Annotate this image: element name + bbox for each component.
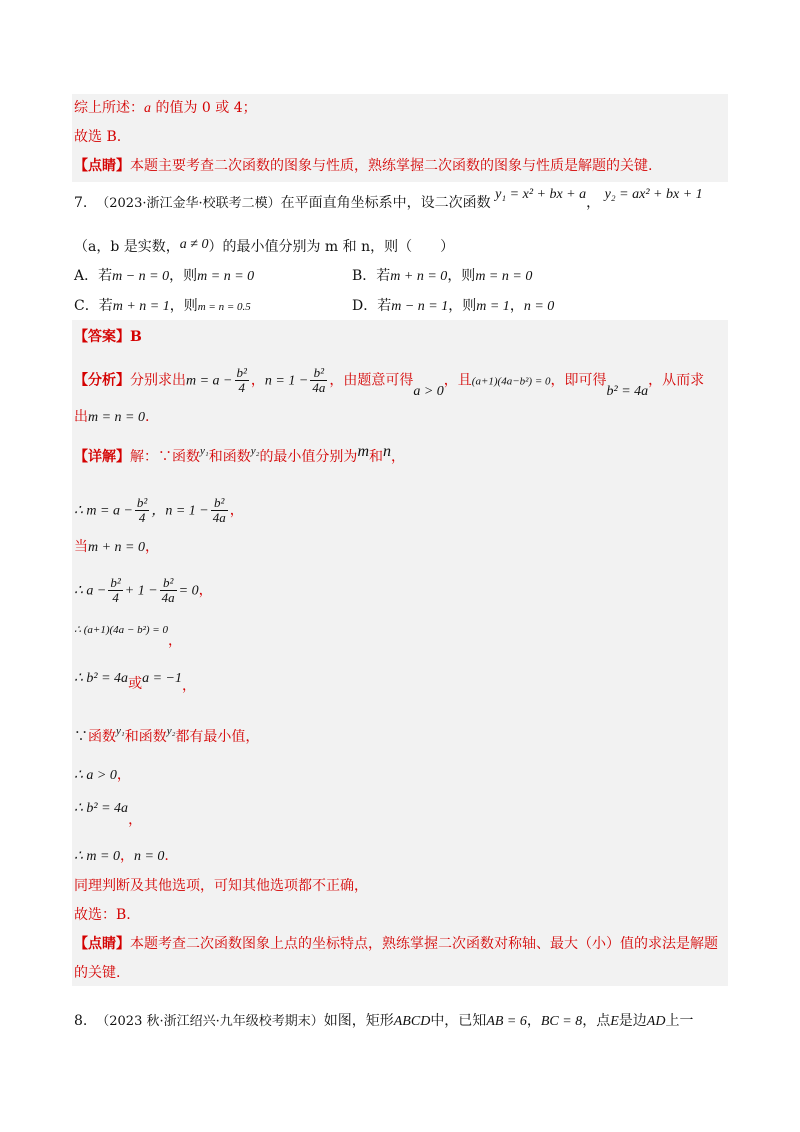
frac-num: b² [110,575,121,590]
analysis-text-1: 分别求出 [130,372,186,389]
frac-den: 4a [161,590,175,605]
q8-source: （2023 秋·浙江绍兴·九年级校考期末） [96,1014,324,1029]
frac-num: b² [211,496,228,511]
s8: ∴ b² = 4a [74,801,129,816]
s1-pre: ∴ m = a − [74,503,133,519]
q8-bc: BC = 8 [540,1014,583,1029]
opt-a-cond: m − n = 0 [112,269,170,284]
q8-text5: 上一 [665,1013,694,1029]
analysis-apos: a > 0 [413,383,444,399]
frac-den: 4 [238,380,245,395]
step-2 [74,537,159,558]
q7-rest: ）的最小值分别为 m 和 n，则（ ） [208,239,455,255]
and-func: 和函数 [208,449,251,465]
period: . [145,409,150,425]
detail-text-2: 的最小值分别为 [259,449,358,465]
comma: ， [198,582,213,599]
q7-cond: a ≠ 0 [179,237,209,252]
q7-stem-text: 在平面直角坐标系中，设二次函数 [280,195,491,211]
frac-b2-4 [235,366,249,395]
step-4 [74,619,182,649]
q7-number: 7. [74,195,88,211]
opt-b-res: m = n = 0 [475,269,533,284]
point-tag-q7: 【点睛】 [74,936,130,952]
frac-b2-4a [160,576,177,605]
frac-den: 4a [312,380,326,395]
opt-d-res1: m = 1 [476,299,510,314]
y1-sym: y₁ [116,725,125,737]
point-tag: 【点睛】 [74,158,130,174]
opt-d-label: D．若 [352,298,392,314]
comma: ， [250,372,265,389]
detail-text-1: 解：∵ [130,449,172,465]
q7-option-c[interactable] [74,296,251,317]
frac-den: 4 [112,590,119,605]
q8-ad: AD [646,1014,666,1029]
q7-option-a[interactable] [74,266,254,287]
frac-den: 4 [138,510,146,525]
frac-num: b² [136,495,148,510]
s9-b: n = 0 [133,849,165,864]
s5-or: 或 [128,676,143,692]
q7-stem [74,187,703,214]
s4: ∴ (a+1)(4a − b²) = 0 [74,624,168,636]
opt-c-cond: m + n = 1 [112,299,170,314]
comma: ， [229,502,244,519]
analysis-eq: (a+1)(4a−b²) = 0 [471,375,551,388]
point-line-q7-1 [74,934,718,954]
q7-comma: ， [586,195,601,211]
q7-vars: a，b 是实数， [88,239,180,255]
s1-mid: ，n = 1 − [151,503,209,519]
summary-line [74,98,257,119]
q7-stem2 [74,237,454,258]
s5-b: a = −1 [142,671,182,686]
q7-y1: y₁ = x² + bx + a [495,187,587,202]
func: 函数 [88,729,116,745]
point-text: 本题主要考查二次函数的图象与性质，熟练掌握二次函数的图象与性质是解题的关键. [130,158,653,174]
func: 函数 [172,449,200,465]
detail-tag: 【详解】 [74,449,130,465]
s3-pre: ∴ a − [74,583,107,599]
q8-abcd: ABCD [393,1014,431,1029]
point-line-prev [74,156,652,176]
frac-b2-4a [310,366,327,395]
analysis-n: n = 1 − [264,373,309,389]
step-5 [74,668,196,694]
opt-d-then: ，则 [448,298,477,314]
frac-num: b² [160,576,177,591]
analysis-text-2: ，由题意可得 [329,372,414,389]
q7-source: （2023·浙江金华·校联考二模） [96,196,281,211]
comma: ， [181,678,196,694]
analysis-text-3: ，且 [443,372,472,389]
q8-ab: AB = 6 [486,1014,527,1029]
s6-tail: 都有最小值， [175,729,260,745]
opt-c-then: ，则 [169,298,198,314]
opt-b-label: B．若 [352,268,391,284]
summary-text: 综上所述： [74,100,144,116]
s5-a: ∴ b² = 4a [74,671,129,686]
comma: ， [116,767,131,783]
analysis-tag: 【分析】 [74,372,130,389]
choose-line: 故选 B. [74,129,122,145]
comma: ， [128,812,143,828]
choose-line-q7: 故选：B. [74,907,131,923]
s3-mid: + 1 − [124,583,158,599]
step-9 [74,846,169,867]
summary-tail: 的值为 0 或 4； [151,100,257,116]
same-line: 同理判断及其他选项，可知其他选项都不正确， [74,878,368,894]
summary-var: a [144,101,151,116]
analysis-m: m = a − [186,373,233,389]
s2-eq: m + n = 0 [88,540,146,555]
opt-d-res2: n = 0 [523,299,555,314]
q8-text4: 是边 [618,1013,647,1029]
frac-b2-4 [135,496,149,525]
step-8 [74,798,143,828]
q7-option-d[interactable] [352,296,554,317]
opt-a-res: m = n = 0 [197,269,255,284]
frac-num: b² [236,365,247,380]
analysis-mn: m = n = 0 [88,410,146,425]
opt-b-then: ，则 [447,268,476,284]
q7-option-b[interactable] [352,266,532,287]
period: . [164,848,169,864]
q8-text3: ，点 [582,1013,611,1029]
s2-pre: 当 [74,539,88,555]
s6-pre: ∵ [74,729,88,745]
opt-c-res: m = n = 0.5 [197,301,251,313]
opt-a-label: A．若 [74,268,113,284]
q8-comma: ， [526,1013,541,1029]
s7: ∴ a > 0 [74,768,117,783]
step-6 [74,727,259,748]
frac-den: 4a [212,510,226,525]
q7-y2: y₂ = ax² + bx + 1 [604,187,703,202]
opt-d-comma: ， [509,298,524,314]
he: 和 [369,449,383,465]
q8-text2: 中，已知 [430,1013,487,1029]
analysis-text-6: 出 [74,409,88,425]
analysis-line-2 [74,407,149,428]
analysis-text-5: ，从而求 [648,372,705,389]
opt-b-cond: m + n = 0 [390,269,448,284]
q8-stem [74,1011,693,1032]
s3-end: = 0 [178,583,199,599]
comma2: ， [391,449,405,465]
detail-line [74,443,405,468]
step-3 [74,576,213,605]
analysis-text-4: ，即可得 [550,372,607,389]
step-7 [74,765,131,786]
q8-text1: 如图，矩形 [323,1013,394,1029]
frac-num: b² [310,366,327,381]
m-sym: m [357,443,369,460]
y2-sym: y₂ [166,725,176,737]
opt-c-label: C．若 [74,298,113,314]
frac-b2-4 [108,576,122,605]
n-sym: n [383,443,391,460]
frac-b2-4a [211,496,228,525]
y1-sym: y₁ [200,445,209,457]
point-text-1: 本题考查二次函数图象上点的坐标特点，熟练掌握二次函数对称轴、最大（小）值的求法是解题 [130,936,718,952]
opt-d-cond: m − n = 1 [391,299,449,314]
opt-a-then: ，则 [169,268,198,284]
comma: ， [145,539,160,555]
comma: ， [167,633,182,649]
answer-tag: 【答案】B [74,329,142,345]
analysis-line-1 [74,365,705,399]
y2-sym: y₂ [250,445,260,457]
q8-number: 8. [74,1013,88,1029]
analysis-b2: b² = 4a [606,383,649,399]
q8-e: E [610,1014,619,1029]
q7-paren: （ [74,239,88,255]
and-func: 和函数 [124,729,167,745]
s9-a: ∴ m = 0 [74,849,120,864]
comma: ， [119,848,134,864]
step-1 [74,496,244,525]
point-line-q7-2: 的关键. [74,965,121,981]
